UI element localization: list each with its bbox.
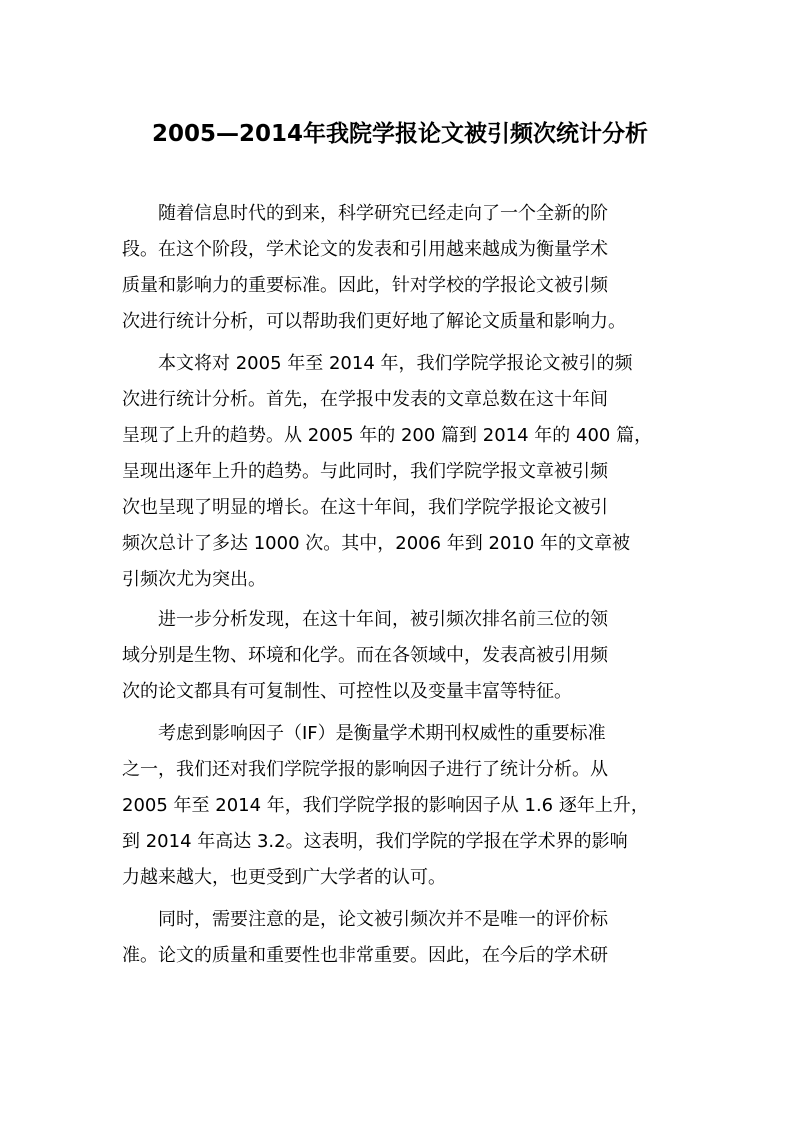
paragraph-5-line-1: 同时，需要注意的是，论文被引频次并不是唯一的评价标 — [158, 909, 608, 930]
paragraph-2-line-7: 引频次尤为突出。 — [122, 569, 266, 590]
paragraph-4-line-4: 到 2014 年高达 3.2。这表明，我们学院的学报在学术界的影响 — [122, 831, 628, 852]
paragraph-1-line-4: 次进行统计分析，可以帮助我们更好地了解论文质量和影响力。 — [122, 311, 626, 332]
paragraph-2-line-2: 次进行统计分析。首先，在学报中发表的文章总数在这十年间 — [122, 389, 608, 410]
paragraph-2-line-6: 频次总计了多达 1000 次。其中，2006 年到 2010 年的文章被 — [122, 533, 631, 554]
paragraph-4-line-3: 2005 年至 2014 年，我们学院学报的影响因子从 1.6 逐年上升， — [122, 795, 649, 816]
paragraph-1-line-2: 段。在这个阶段，学术论文的发表和引用越来越成为衡量学术 — [122, 239, 608, 260]
paragraph-1-line-1: 随着信息时代的到来，科学研究已经走向了一个全新的阶 — [158, 203, 608, 224]
paragraph-2-line-5: 次也呈现了明显的增长。在这十年间，我们学院学报论文被引 — [122, 497, 608, 518]
paragraph-2-line-1: 本文将对 2005 年至 2014 年，我们学院学报论文被引的频 — [158, 353, 633, 374]
paragraph-3-line-3: 次的论文都具有可复制性、可控性以及变量丰富等特征。 — [122, 681, 572, 702]
paragraph-4-line-1: 考虑到影响因子（IF）是衡量学术期刊权威性的重要标准 — [158, 723, 606, 744]
paragraph-5-line-2: 准。论文的质量和重要性也非常重要。因此，在今后的学术研 — [122, 945, 608, 966]
paragraph-4-line-2: 之一，我们还对我们学院学报的影响因子进行了统计分析。从 — [122, 759, 608, 780]
document-title: 2005—2014年我院学报论文被引频次统计分析 — [151, 121, 649, 147]
paragraph-2-line-4: 呈现出逐年上升的趋势。与此同时，我们学院学报文章被引频 — [122, 461, 608, 482]
paragraph-3-line-2: 域分别是生物、环境和化学。而在各领域中，发表高被引用频 — [122, 645, 608, 666]
paragraph-2-line-3: 呈现了上升的趋势。从 2005 年的 200 篇到 2014 年的 400 篇， — [122, 425, 653, 446]
paragraph-4-line-5: 力越来越大，也更受到广大学者的认可。 — [122, 867, 446, 888]
paragraph-1-line-3: 质量和影响力的重要标准。因此，针对学校的学报论文被引频 — [122, 275, 608, 296]
paragraph-3-line-1: 进一步分析发现，在这十年间，被引频次排名前三位的领 — [158, 609, 608, 630]
